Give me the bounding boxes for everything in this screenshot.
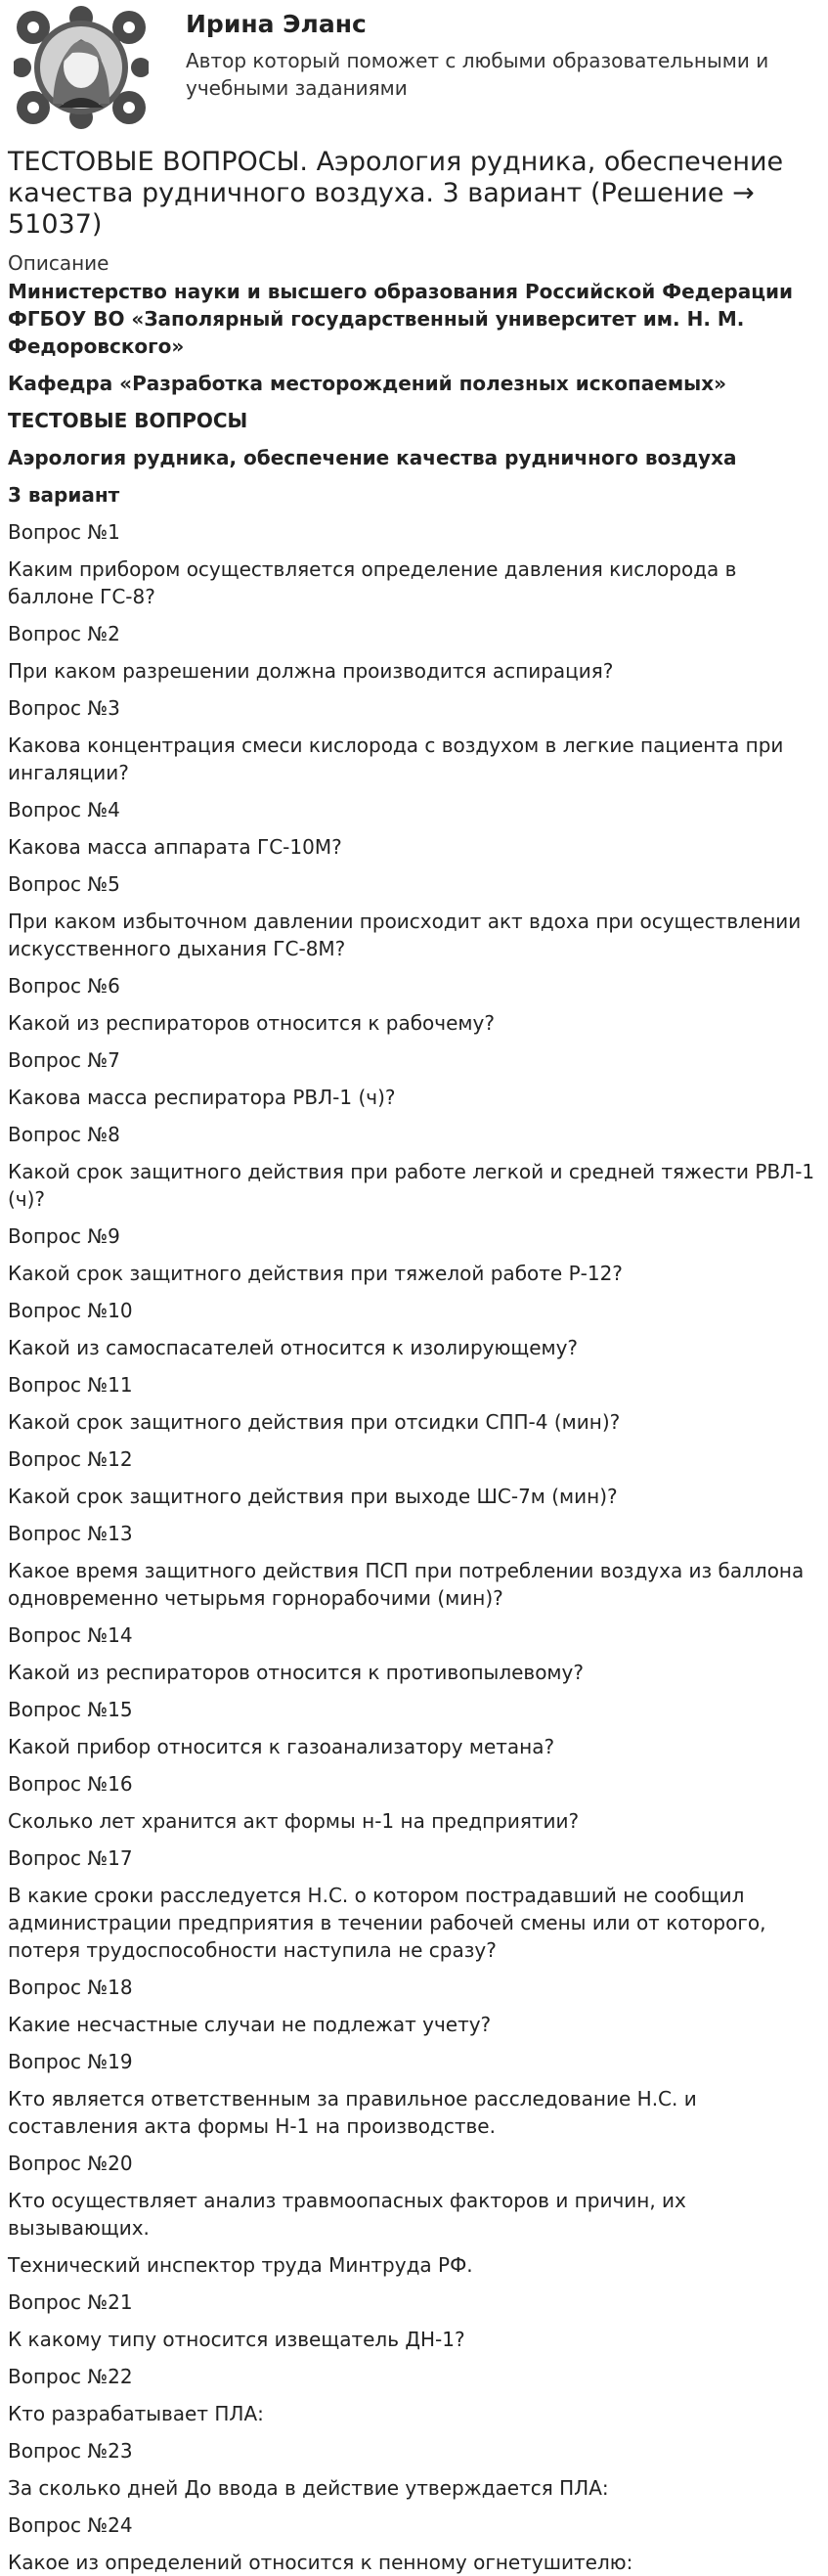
paragraph: Какой из самоспасателей относится к изолирующему? xyxy=(8,1336,579,1359)
paragraph: Вопрос №5 xyxy=(8,872,120,896)
paragraph: Вопрос №4 xyxy=(8,798,120,822)
paragraph: Какой срок защитного действия при отсидки СПП-4 (мин)? xyxy=(8,1410,621,1434)
paragraph: Кто является ответственным за правильное расследование Н.С. и составления акта формы Н-1 на производстве. xyxy=(8,2087,697,2138)
paragraph: Каким прибором осуществляется определение давления кислорода в баллоне ГС-8? xyxy=(8,557,737,608)
paragraph: За сколько дней До ввода в действие утверждается ПЛА: xyxy=(8,2476,609,2500)
paragraph: Вопрос №6 xyxy=(8,974,120,998)
author-description: Автор который поможет с любыми образовательными и учебными заданиями xyxy=(186,49,769,100)
paragraph: Какова концентрация смеси кислорода с воздухом в легкие пациента при ингаляции? xyxy=(8,733,784,784)
paragraph: Министерство науки и высшего образования Российской Федерации ФГБОУ ВО «Заполярный государственный университет им. Н. М. Федоровского» xyxy=(8,280,794,358)
paragraph: Вопрос №17 xyxy=(8,1846,133,1870)
paragraph: Вопрос №19 xyxy=(8,2050,133,2073)
paragraph: Какой из респираторов относится к рабочему? xyxy=(8,1011,495,1035)
paragraph: Какой прибор относится к газоанализатору метана? xyxy=(8,1735,555,1758)
author-card xyxy=(8,0,820,137)
paragraph: При каком разрешении должна производится аспирация? xyxy=(8,659,614,683)
paragraph: Вопрос №21 xyxy=(8,2290,133,2314)
paragraph: Какое из определений относится к пенному огнетушителю: xyxy=(8,2551,633,2574)
paragraph: В какие сроки расследуется Н.С. о котором пострадавший не сообщил администрации предприятия в течении рабочей смены или от которого, потеря трудоспособности наступила не сразу? xyxy=(8,1884,766,1962)
paragraph: Вопрос №23 xyxy=(8,2439,133,2463)
paragraph: Вопрос №16 xyxy=(8,1772,133,1796)
paragraph: Вопрос №24 xyxy=(8,2513,133,2537)
paragraph: Вопрос №22 xyxy=(8,2365,133,2388)
description-label: Описание xyxy=(8,251,109,275)
description-content xyxy=(8,278,820,2576)
paragraph: Вопрос №14 xyxy=(8,1623,133,1647)
paragraph: Какие несчастные случаи не подлежат учету? xyxy=(8,2013,492,2036)
paragraph: ТЕСТОВЫЕ ВОПРОСЫ xyxy=(8,409,248,432)
paragraph: Вопрос №10 xyxy=(8,1299,133,1322)
paragraph: Какой срок защитного действия при выходе ШС-7м (мин)? xyxy=(8,1485,618,1508)
paragraph: Кто разрабатывает ПЛА: xyxy=(8,2402,264,2425)
paragraph: Какова масса респиратора РВЛ-1 (ч)? xyxy=(8,1086,396,1109)
paragraph: Какова масса аппарата ГС-10М? xyxy=(8,835,342,859)
paragraph: Вопрос №15 xyxy=(8,1698,133,1721)
author-avatar[interactable] xyxy=(14,6,149,129)
paragraph: Вопрос №3 xyxy=(8,696,120,720)
paragraph: Вопрос №12 xyxy=(8,1447,133,1471)
paragraph: Какой срок защитного действия при работе легкой и средней тяжести РВЛ-1 (ч)? xyxy=(8,1160,815,1211)
paragraph: Кто осуществляет анализ травмоопасных факторов и причин, их вызывающих. xyxy=(8,2189,686,2240)
paragraph: Вопрос №7 xyxy=(8,1048,120,1072)
paragraph: Кафедра «Разработка месторождений полезных ископаемых» xyxy=(8,372,727,395)
paragraph: Технический инспектор труда Минтруда РФ. xyxy=(8,2253,473,2277)
paragraph: Какой срок защитного действия при тяжелой работе Р-12? xyxy=(8,1262,623,1285)
page-title: ТЕСТОВЫЕ ВОПРОСЫ. Аэрология рудника, обеспечение качества рудничного воздуха. 3 вариант (Решение → 51037) xyxy=(8,147,784,240)
paragraph: Вопрос №8 xyxy=(8,1123,120,1146)
paragraph: Какое время защитного действия ПСП при потреблении воздуха из баллона одновременно четырьмя горнорабочими (мин)? xyxy=(8,1559,805,1610)
paragraph: 3 вариант xyxy=(8,483,120,507)
paragraph: К какому типу относится извещатель ДН-1? xyxy=(8,2328,465,2351)
paragraph: Вопрос №11 xyxy=(8,1373,133,1397)
paragraph: Вопрос №9 xyxy=(8,1224,120,1248)
paragraph: При каком избыточном давлении происходит акт вдоха при осуществлении искусственного дыхания ГС-8М? xyxy=(8,910,802,960)
paragraph: Вопрос №13 xyxy=(8,1522,133,1545)
paragraph: Вопрос №1 xyxy=(8,520,120,544)
author-name[interactable]: Ирина Эланс xyxy=(186,10,367,38)
paragraph: Аэрология рудника, обеспечение качества рудничного воздуха xyxy=(8,446,737,469)
paragraph: Какой из респираторов относится к противопылевому? xyxy=(8,1661,584,1684)
paragraph: Вопрос №20 xyxy=(8,2152,133,2175)
paragraph: Сколько лет хранится акт формы н-1 на предприятии? xyxy=(8,1809,580,1833)
paragraph: Вопрос №18 xyxy=(8,1976,133,1999)
paragraph: Вопрос №2 xyxy=(8,622,120,645)
